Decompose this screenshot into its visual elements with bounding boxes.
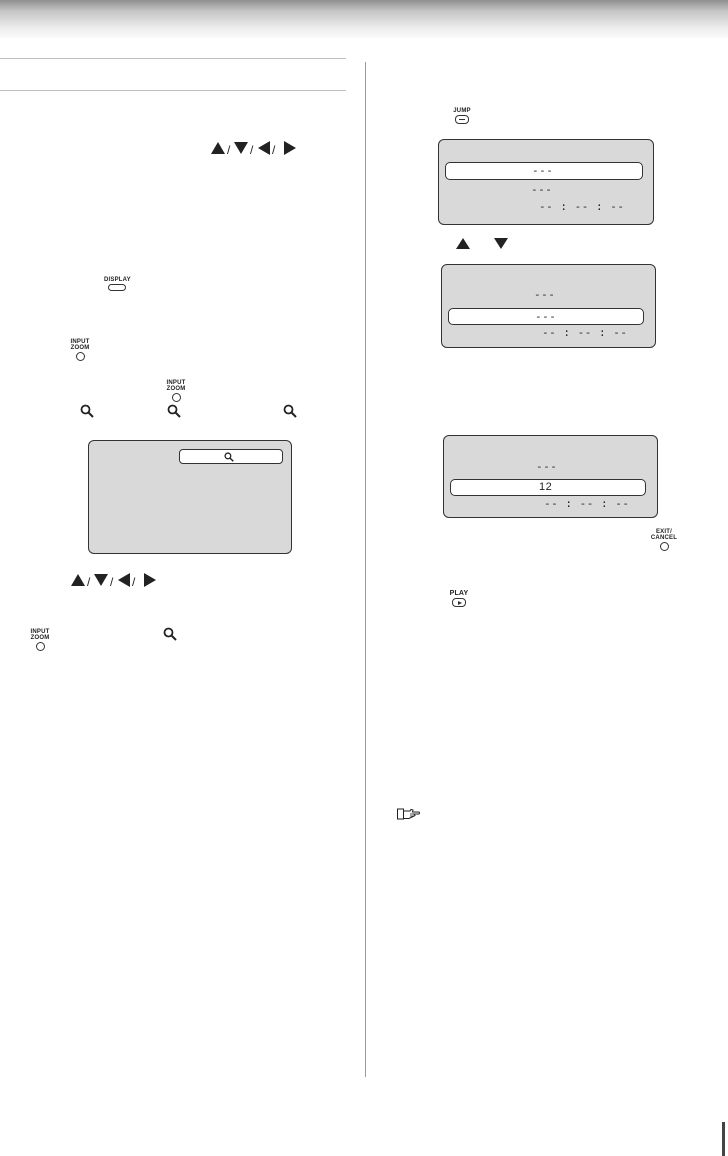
zoom-indicator-box [179, 449, 283, 464]
zoom-magnifier-icon [167, 404, 181, 423]
time-value: -- : -- : -- [539, 200, 625, 213]
input-zoom-button-icon [166, 380, 186, 402]
zoom-magnifier-icon [80, 404, 94, 423]
input-zoom-label-line1: INPUT [70, 339, 90, 345]
play-button-shape [452, 598, 466, 607]
svg-text:/: / [227, 143, 231, 156]
input-zoom-circle [76, 352, 85, 361]
play-button-icon [446, 590, 472, 607]
page-edge-marker [722, 1122, 725, 1156]
display-button-icon [104, 277, 130, 291]
section-rule-top [0, 58, 346, 59]
field-value: --- [534, 288, 556, 301]
direction-arrows-icon [70, 572, 160, 588]
down-arrow-icon [494, 237, 508, 255]
exit-cancel-label-line1: EXIT/ [655, 529, 672, 535]
input-zoom-label-line2: ZOOM [166, 386, 186, 392]
exit-cancel-circle [660, 542, 669, 551]
jump-button-icon [449, 108, 475, 124]
time-value: -- : -- : -- [542, 326, 628, 339]
highlighted-field [450, 479, 646, 496]
input-zoom-button-icon [70, 339, 90, 361]
svg-text:/: / [272, 143, 276, 156]
input-zoom-circle [36, 642, 45, 651]
zoom-magnifier-icon [224, 452, 234, 462]
zoom-magnifier-icon [283, 404, 297, 423]
up-arrow-icon [456, 237, 470, 255]
field-value: --- [536, 460, 558, 473]
input-zoom-label-line1: INPUT [30, 629, 50, 635]
exit-cancel-button-icon [650, 529, 678, 551]
field-value: --- [535, 310, 557, 323]
input-zoom-label-line2: ZOOM [30, 635, 50, 641]
svg-text:/: / [110, 575, 114, 588]
chapter-search-screen-1 [438, 139, 654, 225]
input-zoom-button-icon [30, 629, 50, 651]
svg-text:/: / [87, 575, 91, 588]
highlighted-field [448, 308, 644, 325]
field-value: --- [532, 164, 554, 177]
zoom-screen-illustration [88, 440, 292, 554]
header-band [0, 0, 728, 38]
pointing-hand-icon [397, 808, 421, 826]
highlighted-field [445, 162, 643, 180]
play-button-label: PLAY [449, 590, 469, 597]
chapter-search-screen-2 [441, 264, 656, 348]
section-rule-bottom [0, 90, 346, 91]
field-value: 12 [539, 481, 553, 493]
zoom-magnifier-icon [163, 627, 177, 646]
direction-arrows-icon [210, 140, 300, 156]
input-zoom-circle [172, 393, 181, 402]
input-zoom-label-line2: ZOOM [70, 345, 90, 351]
field-value: --- [531, 183, 553, 196]
svg-text:/: / [250, 143, 254, 156]
time-value: -- : -- : -- [544, 497, 630, 510]
jump-button-label: JUMP [453, 108, 471, 114]
chapter-search-screen-3 [443, 435, 658, 518]
input-zoom-label-line1: INPUT [166, 380, 186, 386]
display-button-shape [108, 284, 126, 291]
exit-cancel-label-line2: CANCEL [650, 535, 678, 541]
display-button-label: DISPLAY [104, 277, 131, 283]
column-divider [365, 62, 366, 1077]
jump-button-shape [455, 115, 469, 124]
svg-text:/: / [132, 575, 136, 588]
